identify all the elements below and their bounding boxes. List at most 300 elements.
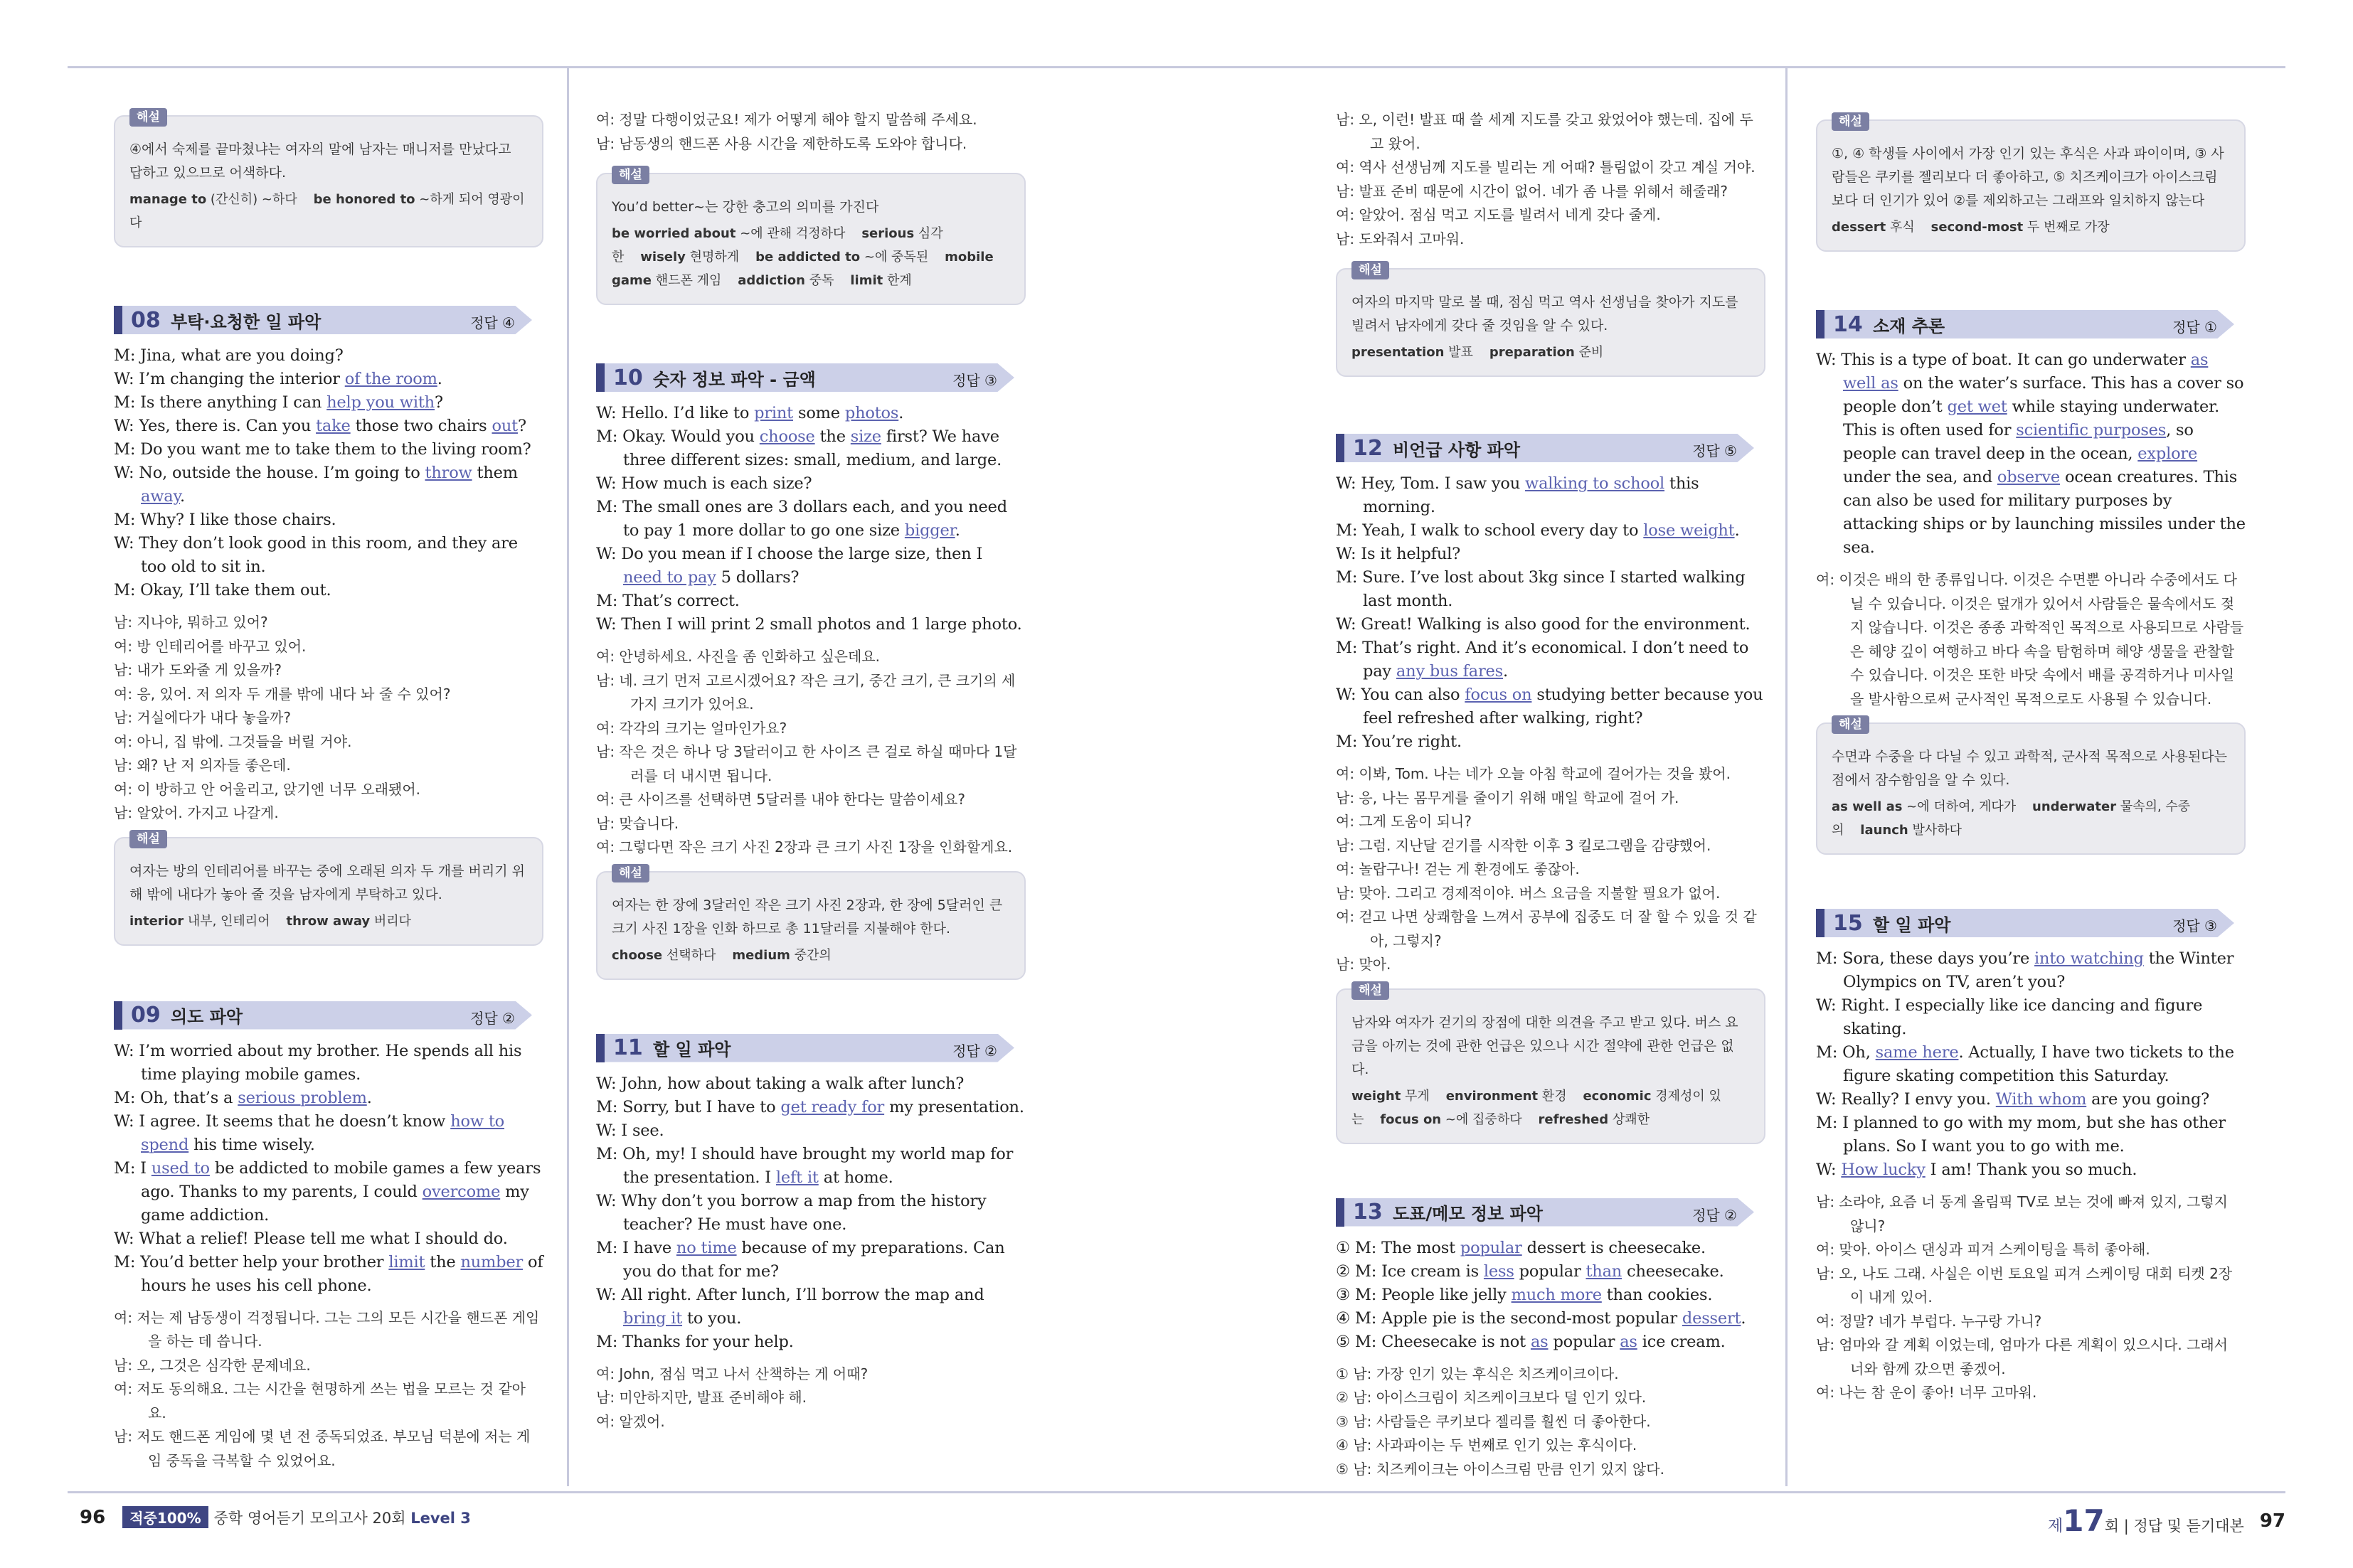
- book-title: 중학 영어듣기 모의고사 20회 Level 3: [213, 1509, 471, 1527]
- korean-line: 여: 나는 참 운이 좋아! 너무 고마워.: [1816, 1384, 2037, 1401]
- vocab-term: dessert: [1832, 220, 1886, 235]
- dialogue-text: W: All right. After lunch, I’ll borrow the map and: [596, 1285, 984, 1304]
- korean-line: 남: 맞아.: [1336, 956, 1391, 973]
- dialogue-text: ocean creatures. This can also be used for military purposes by attacking ships or by launching missiles under the sea.: [1843, 468, 2246, 557]
- key-phrase: help you with: [326, 393, 435, 412]
- key-phrase: out: [492, 417, 518, 435]
- key-phrase: how to spend: [141, 1111, 505, 1154]
- dialogue-line: [114, 1110, 543, 1157]
- dialogue-text: be addicted to mobile games a few years ago. Thanks to my parents, I could: [141, 1158, 541, 1201]
- dialogue-line: [1816, 1158, 2246, 1182]
- key-phrase: scientific purposes: [2016, 421, 2167, 439]
- question-title: 도표/메모 정보 파악: [1393, 1204, 1543, 1224]
- dialogue-text: them: [472, 464, 518, 482]
- vocab-term: limit: [850, 273, 883, 288]
- key-phrase: With whom: [1995, 1090, 2087, 1109]
- korean-line: 남: 알았어. 가지고 나갈게.: [114, 804, 279, 821]
- dialogue-text: I am! Thank you so much.: [1925, 1161, 2137, 1179]
- dialogue-text: M: Jina, what are you doing?: [114, 346, 344, 365]
- dialogue-text: of hours he uses his cell phone.: [141, 1252, 543, 1295]
- korean-line: 여: 이 방하고 안 어울리고, 앉기엔 너무 오래됐어.: [114, 780, 421, 798]
- explanation-box: [1336, 983, 1765, 1144]
- chapter-label: 제17회 | 정답 및 듣기대본: [2048, 1503, 2244, 1538]
- vocab-definition: 환경: [1538, 1088, 1583, 1104]
- dialogue-text: M: Sorry, but I have to: [596, 1097, 781, 1116]
- question-title: 비언급 사항 파악: [1393, 439, 1520, 460]
- question-number: 09: [131, 1003, 161, 1028]
- vocab-definition: 심각한: [612, 226, 943, 265]
- korean-line: 남: 거실에다가 내다 놓을까?: [114, 709, 291, 726]
- dialogue-line: [1336, 543, 1765, 566]
- vocab-definition: 물속의, 수중의: [1832, 799, 2191, 838]
- dialogue-text: .: [180, 487, 185, 506]
- vocab-definition: 두 번째로 가장: [2023, 220, 2126, 235]
- key-phrase: serious problem: [238, 1088, 367, 1107]
- vocab-term: be worried about: [612, 226, 736, 241]
- vocab-term: underwater: [2032, 799, 2117, 814]
- question-number: 08: [131, 307, 161, 333]
- korean-line: 남: 발표 준비 때문에 시간이 없어. 네가 좀 나를 위해서 해줄래?: [1336, 182, 1728, 200]
- vocab-term: be honored to: [313, 192, 415, 207]
- answer-label: 정답 ③: [952, 372, 997, 389]
- vocab-list: [1832, 215, 2230, 239]
- dialogue-line: [114, 1157, 543, 1227]
- question-title: 할 일 파악: [653, 1040, 731, 1060]
- question-header: [1336, 434, 1765, 462]
- vocab-term: as well as: [1832, 799, 1903, 814]
- korean-line: 여: 알았어. 점심 먹고 지도를 빌려서 네게 갖다 줄게.: [1336, 206, 1661, 223]
- dialogue-text: are you going?: [2086, 1090, 2210, 1109]
- dialogue-text: dessert is cheesecake.: [1521, 1238, 1706, 1257]
- vocab-list: [129, 188, 528, 235]
- question-11: [596, 1034, 1026, 1434]
- explanation-box: [1816, 718, 2246, 855]
- answer-label: 정답 ①: [2172, 319, 2217, 336]
- explanation-text: 여자는 한 장에 3달러인 작은 크기 사진 2장과, 한 장에 5달러인 큰 크기 사진 1장을 인화 하므로 총 11달러를 지불해야 한다.: [612, 897, 1003, 937]
- dialogue-line: [1336, 1307, 1765, 1330]
- korean-transcript: [1336, 1362, 1765, 1482]
- korean-line: 남: 그럼. 지난달 걷기를 시작한 이후 3 킬로그램을 감량했어.: [1336, 836, 1711, 854]
- dialogue-line: [596, 1096, 1026, 1119]
- key-phrase: as: [1530, 1332, 1549, 1351]
- key-phrase: much more: [1511, 1285, 1602, 1304]
- korean-line: 남: 왜? 난 저 의자들 좋은데.: [114, 757, 291, 774]
- key-phrase: limit: [388, 1252, 425, 1271]
- vocab-definition: 선택하다: [662, 947, 733, 963]
- korean-line: ① 남: 가장 인기 있는 후식은 치즈케이크이다.: [1336, 1365, 1619, 1382]
- vocab-term: launch: [1860, 823, 1908, 838]
- dialogue-text: W: You can also: [1336, 686, 1465, 704]
- dialogue-line: [596, 1237, 1026, 1284]
- dialogue-text: M: Sora, these days you’re: [1816, 949, 2035, 968]
- korean-line: 남: 오, 그것은 심각한 문제네요.: [114, 1356, 311, 1374]
- dialogue-line: [114, 462, 543, 508]
- dialogue-text: M: Sure. I’ve lost about 3kg since I started walking last month.: [1336, 568, 1746, 610]
- dialogue-text: W: Do you mean if I choose the large size, then I: [596, 545, 983, 563]
- dialogue-text: W: Really? I envy you.: [1816, 1090, 1996, 1109]
- dialogue-line: [114, 1040, 543, 1087]
- question-header: [1816, 909, 2246, 937]
- dialogue-text: M: Okay, I’ll take them out.: [114, 581, 331, 599]
- vocab-term: choose: [612, 947, 663, 963]
- dialogue-text: his time wisely.: [188, 1135, 315, 1154]
- key-phrase: take: [316, 417, 351, 435]
- question-header: [596, 1034, 1026, 1062]
- column-2: [596, 108, 1026, 1434]
- dialogue-text: popular: [1548, 1332, 1620, 1351]
- key-phrase: of the room: [344, 370, 437, 388]
- dialogue-text: M: Do you want me to take them to the living room?: [114, 440, 531, 459]
- dialogue-line: [596, 1284, 1026, 1330]
- dialogue-line: [114, 438, 543, 462]
- key-phrase: used to: [151, 1158, 210, 1178]
- column-1: [114, 108, 543, 1473]
- korean-transcript: [1336, 762, 1765, 977]
- column-divider: [567, 68, 569, 1486]
- vocab-definition: ~에 관해 걱정하다: [735, 226, 862, 241]
- vocab-term: weight: [1351, 1088, 1401, 1104]
- dialogue-text: ③ M: People like jelly: [1336, 1285, 1512, 1304]
- dialogue-text: studying better because you feel refreshed after walking, right?: [1363, 686, 1763, 727]
- dialogue-text: ④ M: Apple pie is the second-most popular: [1336, 1308, 1682, 1328]
- korean-line: 여: 역사 선생님께 지도를 빌리는 게 어때? 틀림없이 갖고 계실 거야.: [1336, 159, 1756, 176]
- header-marker: [1816, 310, 1824, 338]
- dialogue-line: [1336, 519, 1765, 543]
- dialogue-line: [596, 613, 1026, 636]
- korean-line: 남: 오, 이런! 발표 때 쓸 세계 지도를 갖고 왔었어야 했는데. 집에 두고 왔어.: [1336, 111, 1753, 152]
- question-number: 13: [1353, 1200, 1383, 1225]
- question-title: 의도 파악: [171, 1007, 243, 1027]
- question-header: [114, 306, 543, 334]
- dialogue-text: W: Hey, Tom. I saw you: [1336, 474, 1526, 493]
- question-header: [1336, 1198, 1765, 1227]
- dialogue-text: this morning.: [1363, 474, 1699, 516]
- explanation-text: 여자는 방의 인테리어를 바꾸는 중에 오래된 의자 두 개를 버리기 위해 밖에 내다가 놓아 줄 것을 남자에게 부탁하고 있다.: [129, 863, 525, 902]
- dialogue-text: under the sea, and: [1843, 468, 1997, 486]
- dialogue-text: W: No, outside the house. I’m going to: [114, 464, 425, 482]
- dialogue-line: [1816, 1088, 2246, 1111]
- korean-transcript: [596, 1362, 1026, 1434]
- question-10: [596, 363, 1026, 980]
- korean-line: 여: 각각의 크기는 얼마인가요?: [596, 719, 787, 737]
- dialogue-text: the: [814, 427, 851, 446]
- key-phrase: left it: [775, 1168, 819, 1187]
- dialogue-line: [596, 543, 1026, 590]
- explanation-box: [596, 865, 1026, 980]
- explanation-box: [596, 168, 1026, 305]
- dialogue-text: ⑤ M: Cheesecake is not: [1336, 1332, 1531, 1351]
- key-phrase: less: [1483, 1262, 1514, 1281]
- key-phrase: explore: [2137, 444, 2198, 463]
- key-phrase: get ready for: [780, 1097, 885, 1116]
- korean-line: 여: John, 점심 먹고 나서 산책하는 게 어때?: [596, 1365, 869, 1382]
- header-marker: [1336, 1198, 1344, 1227]
- dialogue-line: [114, 391, 543, 415]
- key-phrase: away: [141, 487, 181, 506]
- key-phrase: lose weight: [1643, 521, 1735, 540]
- answer-label: 정답 ②: [1692, 1206, 1737, 1224]
- dialogue-line: [114, 368, 543, 391]
- vocab-definition: 한계: [883, 273, 928, 288]
- korean-line: 여: 정말 다행이었군요! 제가 어떻게 해야 할지 말씀해 주세요.: [596, 111, 977, 128]
- key-phrase: observe: [1997, 468, 2061, 486]
- explanation-text: ④에서 숙제를 끝마쳤냐는 여자의 말에 남자는 매니저를 만났다고 답하고 있으므로 어색하다.: [129, 142, 511, 181]
- header-marker: [596, 363, 605, 392]
- dialogue-text: ② M: Ice cream is: [1336, 1262, 1484, 1281]
- dialogue-line: [596, 1143, 1026, 1190]
- korean-line: 남: 남동생의 핸드폰 사용 시간을 제한하도록 도와야 합니다.: [596, 134, 967, 152]
- korean-line: 여: 이봐, Tom. 나는 네가 오늘 아침 학교에 걸어가는 것을 봤어.: [1336, 765, 1731, 782]
- explanation-box: [1816, 114, 2246, 252]
- korean-line: ② 남: 아이스크림이 치즈케이크보다 덜 인기 있다.: [1336, 1389, 1647, 1406]
- korean-line: 여: 아니, 집 밖에. 그것들을 버릴 거야.: [114, 732, 352, 750]
- dialogue-text: than cookies.: [1601, 1285, 1713, 1304]
- vocab-definition: 상쾌한: [1608, 1111, 1666, 1127]
- english-script: [596, 1072, 1026, 1354]
- dialogue-text: W: Why don’t you borrow a map from the history teacher? He must have one.: [596, 1191, 987, 1234]
- dialogue-text: M: I have: [596, 1238, 676, 1257]
- vocab-definition: 발사하다: [1908, 823, 1978, 838]
- vocab-definition: 버리다: [370, 913, 427, 929]
- question-14: [1816, 310, 2246, 855]
- dialogue-text: W:: [1816, 1161, 1842, 1179]
- dialogue-text: W: They don’t look good in this room, and they are too old to sit in.: [114, 534, 518, 576]
- dialogue-line: [596, 1190, 1026, 1237]
- vocab-term: environment: [1445, 1088, 1539, 1104]
- dialogue-text: M: Oh, that’s a: [114, 1088, 238, 1107]
- key-phrase: overcome: [422, 1182, 501, 1201]
- dialogue-text: M: Why? I like those chairs.: [114, 511, 336, 529]
- dialogue-line: [1336, 683, 1765, 730]
- dialogue-line: [596, 1330, 1026, 1354]
- dialogue-text: those two chairs: [350, 417, 492, 435]
- answer-label: 정답 ②: [470, 1009, 515, 1027]
- dialogue-text: the: [425, 1252, 461, 1271]
- vocab-term: medium: [732, 947, 790, 963]
- dialogue-line: [114, 1227, 543, 1251]
- dialogue-line: [596, 1119, 1026, 1143]
- korean-line: 여: 그렇다면 작은 크기 사진 2장과 큰 크기 사진 1장을 인화할게요.: [596, 838, 1013, 855]
- key-phrase: focus on: [1465, 686, 1532, 704]
- korean-line: 여: 저도 동의해요. 그는 시간을 현명하게 쓰는 법을 모르는 것 같아요.: [114, 1380, 526, 1422]
- vocab-definition: (간신히) ~하다: [206, 192, 314, 207]
- question-12: [1336, 434, 1765, 1144]
- key-phrase: How lucky: [1841, 1161, 1926, 1179]
- korean-line: 여: 알겠어.: [596, 1412, 665, 1430]
- vocab-term: interior: [129, 913, 184, 929]
- explanation-text: 여자의 마지막 말로 볼 때, 점심 먹고 역사 선생님을 찾아가 지도를 빌려서 남자에게 갖다 줄 것임을 알 수 있다.: [1351, 294, 1738, 334]
- question-header: [114, 1001, 543, 1030]
- dialogue-line: [596, 472, 1026, 496]
- explanation-text: ①, ④ 학생들 사이에서 가장 인기 있는 후식은 사과 파이이며, ③ 사람들은 쿠키를 젤리보다 더 좋아하고, ⑤ 치즈케이크가 아이스크림보다 더 인기가 있어 ②를 제외하고는 그래프와 일치하지 않는다: [1832, 146, 2224, 208]
- question-header: [596, 363, 1026, 392]
- question-15: [1816, 909, 2246, 1405]
- question-title: 할 일 파악: [1873, 914, 1951, 935]
- dialogue-text: my game addiction.: [141, 1182, 529, 1225]
- korean-line: 남: 지나야, 뭐하고 있어?: [114, 614, 268, 631]
- key-phrase: popular: [1460, 1238, 1522, 1257]
- dialogue-text: W: What a relief! Please tell me what I should do.: [114, 1229, 508, 1248]
- dialogue-text: .: [898, 404, 904, 422]
- page-number: 96: [80, 1506, 106, 1528]
- dialogue-text: ?: [434, 393, 443, 412]
- key-phrase: walking to school: [1525, 474, 1665, 493]
- dialogue-text: at home.: [818, 1168, 893, 1187]
- dialogue-line: [1336, 730, 1765, 754]
- korean-line: 남: 작은 것은 하나 당 3달러이고 한 사이즈 큰 걸로 하실 때마다 1달러를 더 내시면 됩니다.: [596, 743, 1017, 784]
- korean-line: 남: 네. 크기 먼저 고르시겠어요? 작은 크기, 중간 크기, 큰 크기의 세 가지 크기가 있어요.: [596, 671, 1016, 713]
- top-rule: [68, 66, 2285, 68]
- explanation-tag: 해설: [1832, 715, 1869, 734]
- question-09: [114, 1001, 543, 1473]
- question-13: [1336, 1198, 1765, 1482]
- dialogue-line: [596, 425, 1026, 472]
- answer-label: 정답 ③: [2172, 917, 2217, 934]
- key-phrase: throw: [425, 464, 472, 482]
- dialogue-line: [596, 496, 1026, 543]
- dialogue-text: W: I’m worried about my brother. He spends all his time playing mobile games.: [114, 1041, 522, 1084]
- dialogue-text: .: [1741, 1308, 1746, 1328]
- dialogue-text: W: I see.: [596, 1121, 664, 1140]
- dialogue-text: M: That’s correct.: [596, 592, 740, 610]
- vocab-definition: 경제성이 있는: [1351, 1088, 1721, 1127]
- dialogue-line: [114, 415, 543, 438]
- dialogue-line: [1336, 613, 1765, 636]
- key-phrase: any bus fares: [1396, 662, 1504, 681]
- dialogue-text: W: I agree. It seems that he doesn’t know: [114, 1111, 451, 1131]
- column-4: [1816, 108, 2246, 1405]
- korean-transcript: [1816, 1190, 2246, 1405]
- dialogue-line: [1336, 636, 1765, 683]
- explanation-tag: 해설: [1351, 981, 1389, 1000]
- header-marker: [596, 1034, 605, 1062]
- dialogue-text: W: Hello. I’d like to: [596, 404, 755, 422]
- key-phrase: photos: [844, 404, 899, 422]
- vocab-definition: 무게: [1401, 1088, 1446, 1104]
- question-number: 10: [613, 365, 643, 390]
- key-phrase: number: [460, 1252, 524, 1271]
- bottom-rule: [68, 1491, 2285, 1493]
- dialogue-line: [114, 1251, 543, 1298]
- korean-line: 남: 도와줘서 고마워.: [1336, 230, 1465, 247]
- key-phrase: as: [1620, 1332, 1637, 1351]
- question-title: 숫자 정보 파악 - 금액: [653, 369, 816, 390]
- vocab-list: [1351, 341, 1750, 364]
- dialogue-text: cheesecake.: [1622, 1262, 1724, 1281]
- vocab-definition: 내부, 인테리어: [184, 913, 287, 929]
- dialogue-text: W: How much is each size?: [596, 474, 812, 493]
- explanation-tag: 해설: [612, 166, 649, 184]
- header-marker: [114, 1001, 122, 1030]
- key-phrase: same here: [1875, 1043, 1959, 1062]
- dialogue-line: [1336, 1237, 1765, 1260]
- dialogue-text: while staying underwater. This is often used for: [1843, 398, 2220, 439]
- dialogue-line: [1336, 566, 1765, 613]
- dialogue-text: M: Thanks for your help.: [596, 1332, 794, 1351]
- key-phrase: print: [754, 404, 794, 422]
- korean-line: ⑤ 남: 치즈케이크는 아이스크림 만큼 인기 있지 않다.: [1336, 1460, 1664, 1478]
- vocab-list: [1832, 795, 2230, 842]
- vocab-term: second-most: [1930, 220, 2024, 235]
- english-script: [1816, 947, 2246, 1182]
- key-phrase: no time: [676, 1238, 737, 1257]
- question-title: 부탁·요청한 일 파악: [171, 311, 322, 332]
- korean-transcript: [596, 108, 1026, 156]
- dialogue-text: W: Yes, there is. Can you: [114, 417, 317, 435]
- key-phrase: get wet: [1947, 398, 2007, 416]
- dialogue-text: because of my preparations. Can you do that for me?: [623, 1238, 1005, 1281]
- answer-label: 정답 ④: [470, 314, 515, 331]
- question-08: [114, 306, 543, 946]
- question-number: 14: [1833, 311, 1863, 337]
- dialogue-text: W: John, how about taking a walk after lunch?: [596, 1074, 965, 1093]
- english-script: [114, 344, 543, 602]
- korean-transcript: [114, 611, 543, 826]
- vocab-term: be addicted to: [755, 250, 861, 265]
- explanation-text: 수면과 수중을 다 다닐 수 있고 과학적, 군사적 목적으로 사용된다는 점에서 잠수함임을 알 수 있다.: [1832, 749, 2227, 788]
- korean-line: 남: 맞습니다.: [596, 814, 679, 832]
- dialogue-text: M: Oh, my! I should have brought my world map for the presentation. I: [596, 1144, 1014, 1187]
- key-phrase: need to pay: [623, 568, 716, 587]
- dialogue-line: [596, 402, 1026, 425]
- dialogue-text: W: This is a type of boat. It can go underwater: [1816, 351, 2191, 369]
- explanation-text: You’d better~는 강한 충고의 의미를 가진다: [612, 199, 879, 215]
- vocab-term: preparation: [1489, 345, 1575, 360]
- vocab-definition: 중간의: [790, 947, 848, 963]
- dialogue-text: 5 dollars?: [716, 568, 800, 587]
- explanation-tag: 해설: [129, 830, 167, 848]
- dialogue-text: ice cream.: [1637, 1332, 1726, 1351]
- korean-transcript: [596, 645, 1026, 860]
- question-number: 15: [1833, 910, 1863, 936]
- vocab-term: economic: [1583, 1088, 1652, 1104]
- question-title: 소재 추론: [1873, 316, 1945, 336]
- korean-transcript: [114, 1306, 543, 1473]
- vocab-term: manage to: [129, 192, 207, 207]
- dialogue-text: the Winter Olympics on TV, aren’t you?: [1843, 949, 2234, 991]
- korean-line: 남: 오, 나도 그래. 사실은 이번 토요일 피겨 스케이팅 대회 티켓 2장이 내게 있어.: [1816, 1264, 2233, 1306]
- key-phrase: dessert: [1682, 1308, 1741, 1328]
- vocab-term: focus on: [1380, 1111, 1442, 1127]
- explanation-tag: 해설: [1351, 261, 1389, 279]
- dialogue-line: [1336, 472, 1765, 519]
- dialogue-text: ① M: The most: [1336, 1238, 1460, 1257]
- vocab-term: serious: [861, 226, 915, 241]
- english-script: [1336, 472, 1765, 754]
- dialogue-text: M: You’re right.: [1336, 732, 1462, 751]
- explanation-box: [1336, 263, 1765, 377]
- dialogue-text: W: I’m changing the interior: [114, 370, 345, 388]
- dialogue-line: [1816, 994, 2246, 1041]
- dialogue-text: to you.: [682, 1308, 742, 1328]
- english-script: [1336, 1237, 1765, 1354]
- key-phrase: choose: [759, 427, 815, 446]
- dialogue-line: [1816, 1111, 2246, 1158]
- korean-line: 여: 안녕하세요. 사진을 좀 인화하고 싶은데요.: [596, 648, 880, 665]
- dialogue-text: M: Is there anything I can: [114, 393, 327, 412]
- explanation-box: [114, 110, 543, 247]
- brand-badge: 적중100%: [122, 1506, 208, 1528]
- vocab-term: presentation: [1351, 345, 1445, 360]
- dialogue-line: [114, 344, 543, 368]
- key-phrase: than: [1586, 1262, 1622, 1281]
- footer-right: [2048, 1503, 2285, 1538]
- dialogue-text: M: I planned to go with my mom, but she has other plans. So I want you to go with me.: [1816, 1114, 2226, 1156]
- vocab-definition: ~에 더하여, 게다가: [1902, 799, 2033, 814]
- dialogue-text: . Actually, I have two tickets to the figure skating competition this Saturday.: [1843, 1043, 2234, 1085]
- vocab-definition: ~에 집중하다: [1441, 1111, 1539, 1127]
- korean-line: 남: 저도 핸드폰 게임에 몇 년 전 중독되었죠. 부모님 덕분에 저는 게임 중독을 극복할 수 있었어요.: [114, 1428, 531, 1469]
